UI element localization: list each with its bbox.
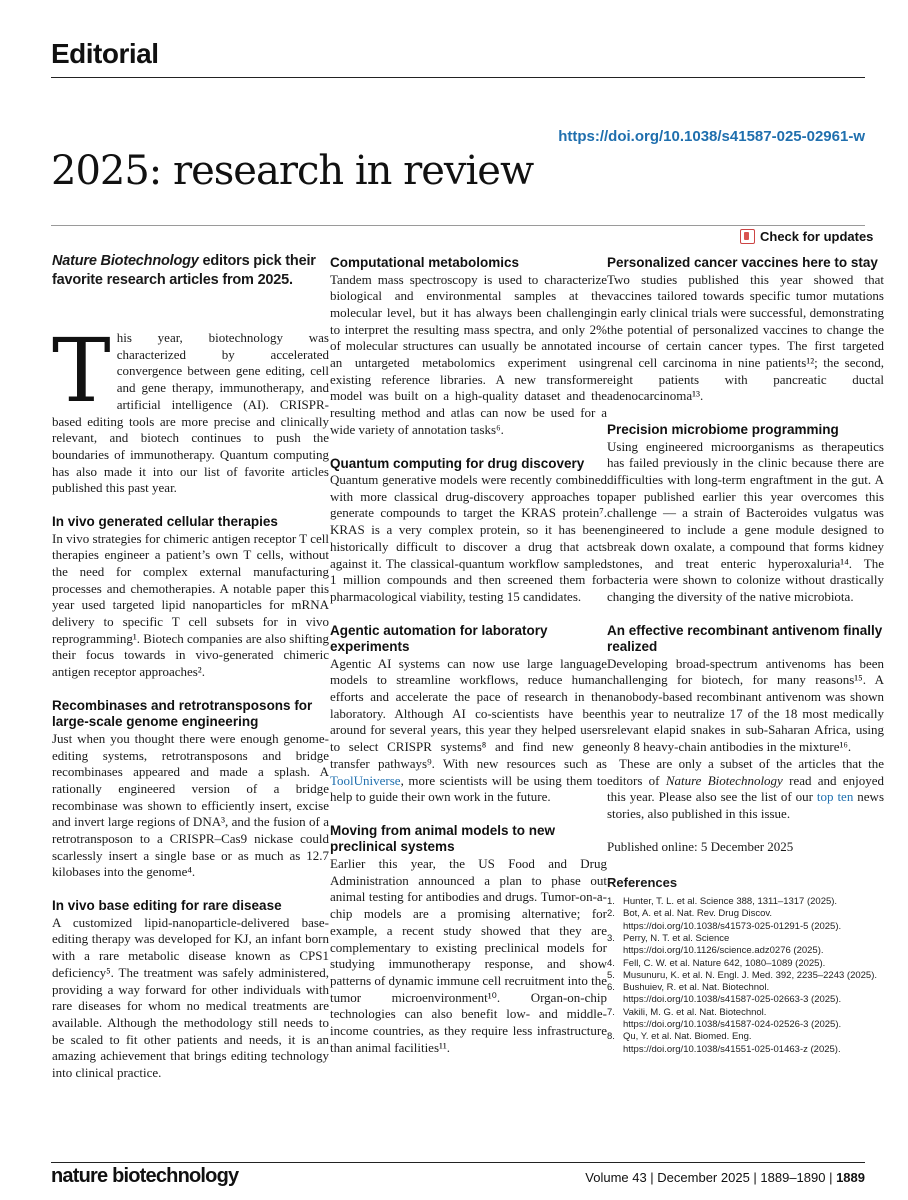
journal-logo: nature biotechnology — [51, 1165, 239, 1187]
reference-number: 2. — [607, 908, 615, 920]
reference-text: Fell, C. W. et al. Nature 642, 1080–1089 (2025). — [623, 957, 826, 969]
references-list — [607, 896, 884, 1056]
footer-divider — [51, 1162, 865, 1163]
reference-text[interactable]: Bot, A. et al. Nat. Rev. Drug Discov. https://doi.org/10.1038/s41573-025-01291-5 (2025). — [623, 908, 842, 932]
section-text: , more scientists will be using them to help to guide their own work in the future. — [330, 772, 607, 805]
page-number: 1889 — [836, 1170, 865, 1185]
section-body: Quantum generative models were recently combined with more classical drug-discovery approaches to generate compounds to target the KRAS protein⁷. KRAS is a very complex protein, so it has been historically difficult to discover a drug that acts against it. The classical-quantum workflow sampled 1 million compounds and then screened them for pharmacological viability, testing 15 candidates. — [330, 472, 607, 604]
column-3 — [607, 255, 884, 1056]
section-body: Tandem mass spectroscopy is used to characterize biological and environmental samples at the molecular level, but it has always been challenging to interpret the resulting mass spectra, and only 2% of molecular structures can usually be annotated in an untargeted metabolomics experiment using existing reference libraries. A new transformer model was built on a high-quality dataset and the resulting method and atlas can now be used for a wide variety of annotation tasks⁶. — [330, 271, 607, 437]
section-heading: In vivo base editing for rare disease — [52, 898, 282, 914]
top-ten-link[interactable]: top ten — [816, 789, 854, 805]
published-date: Published online: 5 December 2025 — [607, 838, 794, 854]
reference-text[interactable]: Bushuiev, R. et al. Nat. Biotechnol. https://doi.org/10.1038/s41587-025-02663-3 (2025). — [623, 982, 842, 1006]
section-heading: An effective recombinant antivenom finally realized — [607, 622, 883, 655]
section-heading: Moving from animal models to new preclinical systems — [330, 822, 556, 855]
section-heading: Quantum computing for drug discovery — [330, 455, 585, 471]
section-body: Using engineered microorganisms as therapeutics has failed previously in the clinic because there are difficulties with long-term engraftment in the gut. A paper published earlier this year overcomes this challenge — a strain of Bacteroides vulgatus was engineered to include a gene module designed to break down oxalate, a compound that forms kidney stones, and treat enteric hyperoxaluria¹⁴. The bacteria were shown to colonize without drastically changing the diversity of the native microbiota. — [607, 438, 884, 604]
section-heading: Recombinases and retrotransposons for large-scale genome engineering — [52, 697, 313, 730]
standfirst — [52, 252, 329, 290]
section-text: Agentic AI systems can now use large language models to streamline workflows, reduce human efforts and accelerate the pace of research in the laboratory. Although AI co-scientists have been around for several years, this year they helped users to select CRISPR systems⁸ and find new gene transfer pathways⁹. With new resources such as — [330, 655, 607, 771]
crossmark-icon — [740, 229, 755, 244]
reference-item — [607, 970, 884, 982]
header-divider — [51, 77, 865, 78]
section-body: Earlier this year, the US Food and Drug Administration announced a plan to phase out animal testing for antibodies and drugs. Tumor-on-a-chip models are a promising alternative; for example, a recent study showed that they are complementary to existing preclinical models for studying immunotherapy response, and show patterns of dynamic immune cell recruitment into the tumor microenvironment¹⁰. Organ-on-chip technologies can also benefit low- and middle-income countries, as they require less infrastructure than animal facilities¹¹. — [330, 855, 607, 1055]
reference-number: 7. — [607, 1006, 615, 1018]
standfirst-text: editors pick their favorite research articles from 2025. — [52, 253, 316, 288]
closing-text: These are only a subset of the articles that the editors of — [607, 755, 884, 788]
page-title: 2025: research in review — [51, 148, 534, 194]
reference-item — [607, 982, 884, 1007]
references-heading: References — [607, 875, 678, 891]
reference-number: 8. — [607, 1031, 615, 1043]
section-body — [330, 656, 607, 806]
footer-volume-info — [585, 1170, 865, 1185]
reference-item — [607, 1007, 884, 1032]
article-type-label: Editorial — [51, 38, 159, 69]
column-1 — [52, 250, 329, 1082]
closing-journal: Nature Biotechnology — [665, 772, 783, 788]
reference-item — [607, 933, 884, 958]
closing-text: news stories, also published in this issue. — [607, 789, 885, 821]
volume-text: Volume 43 | December 2025 | 1889–1890 | — [585, 1170, 837, 1185]
reference-item — [607, 896, 884, 908]
section-heading: Agentic automation for laboratory experiments — [330, 622, 548, 655]
check-updates-button[interactable] — [740, 229, 873, 244]
section-heading: In vivo generated cellular therapies — [52, 514, 278, 530]
standfirst-journal: Nature Biotechnology — [52, 253, 199, 269]
reference-number: 4. — [607, 957, 615, 969]
closing-text: read and enjoyed this year. Please also see the list of our — [607, 772, 885, 805]
reference-item — [607, 908, 884, 933]
reference-number: 3. — [607, 932, 615, 944]
intro-paragraph — [52, 319, 329, 497]
closing-paragraph — [607, 756, 884, 823]
reference-text[interactable]: Perry, N. T. et al. Science https://doi.org/10.1126/science.adz0276 (2025). — [623, 932, 824, 957]
reference-text: Musunuru, K. et al. N. Engl. J. Med. 392, 2235–2243 (2025). — [623, 969, 878, 981]
title-divider — [51, 225, 865, 226]
reference-number: 6. — [607, 982, 615, 994]
tooluniverse-link[interactable]: ToolUniverse — [330, 772, 401, 788]
section-body: In vivo strategies for chimeric antigen receptor T cell therapies engineer a patient’s own T cells, without the need for complex external manufacturing processes and chemotherapies. A notable paper this year used targeted lipid nanoparticles for mRNA delivery to specific T cell subsets for in vivo reprogramming¹. Biotech companies are also shifting their focus towards in vivo-generated chimeric antigen receptor approaches². — [52, 530, 329, 680]
section-heading: Precision microbiome programming — [607, 422, 839, 438]
section-heading: Personalized cancer vaccines here to stay — [607, 255, 878, 270]
intro-text: his year, biotechnology was characterized by accelerated convergence between gene editing, cell and gene therapy, immunotherapy, and artificial intelligence (AI). CRISPR-based editing tools are more precise and clinically relevant, and biotech continues to push the boundaries of immunotherapy. Quantum computing has also made it into our list of favorite articles published this past year. — [52, 330, 329, 496]
reference-item — [607, 958, 884, 970]
section-body: Just when you thought there were enough genome-editing systems, retrotransposons and bridge recombinases appeared and made a splash. A rationally engineered version of a bridge recombinase was shown to efficiently insert, excise and invert large regions of DNA³, and the fusion of a retrotransposon to a CRISPR–Cas9 nickase could scarlessly insert a single base or as much as 12.7 kilobases into the genome⁴. — [52, 730, 329, 880]
dropcap: T — [52, 319, 111, 422]
section-body: A customized lipid-nanoparticle-delivered base-editing therapy was developed for KJ, an infant born with a rare metabolic disease known as CPS1 deficiency⁵. The treatment was safely administered, providing a way forward for other individuals with rare diseases for whom no medical treatments are available. Although the methodology still needs to be scaled to fit other patients and needs, it is an amazing achievement that brings editing technology into clinical practice. — [52, 914, 329, 1081]
column-2 — [330, 255, 607, 1056]
section-body: Developing broad-spectrum antivenoms has been challenging for biotech, for many reasons¹⁵. A nanobody-based recombinant antivenom was shown this year to neutralize 17 of the 18 most medically relevant elapid snakes in sub-Saharan Africa, using only 8 heavy-chain antibodies in the mixture¹⁶. — [607, 655, 884, 755]
reference-text[interactable]: Vakili, M. G. et al. Nat. Biotechnol. https://doi.org/10.1038/s41587-024-02526-3 (2025). — [623, 1006, 842, 1031]
doi-link[interactable]: https://doi.org/10.1038/s41587-025-02961-w — [558, 128, 865, 145]
section-heading: Computational metabolomics — [330, 255, 520, 270]
reference-number: 5. — [607, 969, 615, 981]
section-body: Two studies published this year showed that vaccines tailored towards specific tumor mutations in early clinical trials were successful, demonstrating the potential of personalized vaccines to change the course of certain cancer types. The first targeted renal cell carcinoma in nine patients¹²; the second, eight patients with pancreatic ductal adenocarcinoma¹³. — [607, 271, 884, 404]
reference-item — [607, 1031, 884, 1056]
check-updates-label: Check for updates — [760, 229, 874, 244]
reference-number: 1. — [607, 896, 615, 908]
reference-text[interactable]: Qu, Y. et al. Nat. Biomed. Eng. https://doi.org/10.1038/s41551-025-01463-z (2025). — [623, 1031, 841, 1055]
reference-text: Hunter, T. L. et al. Science 388, 1311–1317 (2025). — [623, 896, 838, 908]
